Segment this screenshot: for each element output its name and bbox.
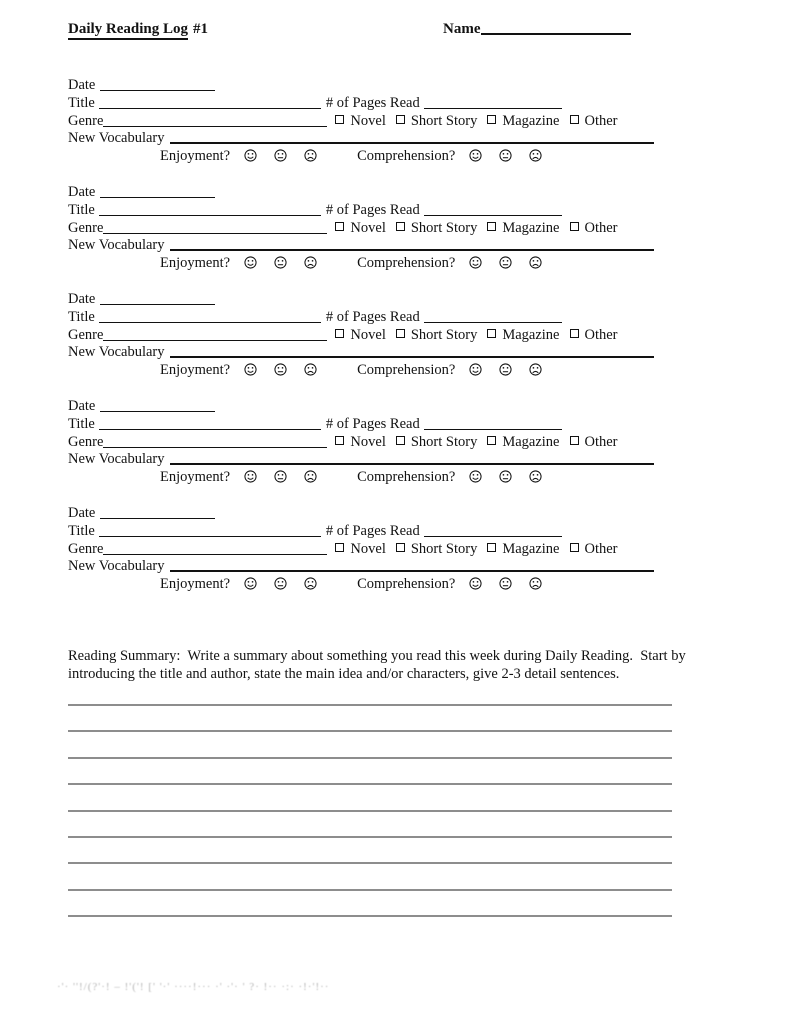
- date-blank[interactable]: [100, 186, 215, 198]
- genre-blank[interactable]: [103, 329, 327, 341]
- date-blank[interactable]: [100, 79, 215, 91]
- title-label: Title: [68, 201, 95, 218]
- neutral-face-icon[interactable]: [499, 256, 512, 269]
- date-blank[interactable]: [100, 400, 215, 412]
- checkbox-icon[interactable]: [335, 115, 344, 124]
- neutral-face-icon[interactable]: [499, 363, 512, 376]
- title-row: [68, 416, 728, 434]
- date-row: [68, 184, 728, 202]
- genre-option-other[interactable]: [570, 220, 618, 236]
- title-row: [68, 523, 728, 541]
- vocab-label: New Vocabulary: [68, 237, 165, 254]
- happy-face-icon[interactable]: [469, 577, 482, 590]
- sad-face-icon[interactable]: [304, 577, 317, 590]
- sad-face-icon[interactable]: [304, 256, 317, 269]
- genre-option-label: Magazine: [502, 433, 560, 450]
- genre-option-label: Short Story: [410, 433, 478, 450]
- neutral-face-icon[interactable]: [274, 470, 287, 483]
- name-label: Name: [443, 21, 481, 37]
- genre-option-label: Short Story: [410, 219, 478, 236]
- pages-read-label: # of Pages Read: [325, 522, 420, 539]
- happy-face-icon[interactable]: [469, 363, 482, 376]
- rating-row: [68, 362, 728, 380]
- vocab-blank[interactable]: [170, 131, 654, 144]
- vocab-label: New Vocabulary: [68, 344, 165, 361]
- title-blank[interactable]: [99, 311, 321, 323]
- rating-row: [68, 255, 728, 273]
- genre-option-label: Short Story: [410, 112, 478, 129]
- sad-face-icon[interactable]: [304, 363, 317, 376]
- reading-log-entry: [68, 291, 728, 380]
- entries-list: [68, 77, 728, 612]
- title-row: [68, 202, 728, 220]
- genre-option-magazine[interactable]: [487, 327, 559, 343]
- genre-option-label: Other: [584, 219, 618, 236]
- comprehension-label: Comprehension?: [357, 362, 456, 379]
- genre-option-other[interactable]: [570, 113, 618, 129]
- genre-option-other[interactable]: [570, 327, 618, 343]
- sad-face-icon[interactable]: [529, 149, 542, 162]
- comprehension-label: Comprehension?: [357, 576, 456, 593]
- genre-label: Genre: [68, 540, 104, 557]
- sad-face-icon[interactable]: [529, 470, 542, 483]
- vocab-label: New Vocabulary: [68, 558, 165, 575]
- genre-option-magazine[interactable]: [487, 220, 559, 236]
- pages-read-label: # of Pages Read: [325, 94, 420, 111]
- checkbox-icon[interactable]: [570, 329, 579, 338]
- checkbox-icon[interactable]: [570, 115, 579, 124]
- genre-option-label: Other: [584, 433, 618, 450]
- title-row: [68, 309, 728, 327]
- date-row: [68, 77, 728, 95]
- neutral-face-icon[interactable]: [499, 577, 512, 590]
- checkbox-icon[interactable]: [487, 115, 496, 124]
- genre-option-other[interactable]: [570, 434, 618, 450]
- title-label: Title: [68, 415, 95, 432]
- page-title-number: #1: [193, 21, 209, 37]
- vocab-blank[interactable]: [170, 559, 654, 572]
- reading-summary-prompt: [68, 648, 716, 684]
- title-row: [68, 95, 728, 113]
- neutral-face-icon[interactable]: [499, 470, 512, 483]
- vocab-row: [68, 558, 728, 576]
- vocab-blank[interactable]: [170, 345, 654, 358]
- writing-line[interactable]: [68, 862, 672, 864]
- genre-option-label: Magazine: [502, 112, 560, 129]
- pages-read-label: # of Pages Read: [325, 308, 420, 325]
- date-blank[interactable]: [100, 507, 215, 519]
- genre-option-novel[interactable]: [335, 541, 385, 557]
- checkbox-icon[interactable]: [570, 222, 579, 231]
- title-label: Title: [68, 308, 95, 325]
- vocab-blank[interactable]: [170, 238, 654, 251]
- genre-option-label: Novel: [350, 219, 386, 236]
- pages-read-blank[interactable]: [424, 311, 562, 323]
- footer-print-line: ·'· ''!/(?'·! – !'('! [' '·' ····!··· ·' ·'· ' ?· !·· ·:· ·!·'!··: [57, 981, 330, 993]
- genre-row: [68, 113, 728, 131]
- checkbox-icon[interactable]: [335, 329, 344, 338]
- neutral-face-icon[interactable]: [274, 256, 287, 269]
- happy-face-icon[interactable]: [244, 470, 257, 483]
- genre-option-short-story[interactable]: [396, 541, 477, 557]
- checkbox-icon[interactable]: [570, 436, 579, 445]
- date-label: Date: [68, 77, 96, 93]
- genre-label: Genre: [68, 219, 104, 236]
- genre-option-label: Magazine: [502, 326, 560, 343]
- name-field: [443, 21, 631, 38]
- checkbox-icon[interactable]: [487, 329, 496, 338]
- checkbox-icon[interactable]: [396, 222, 405, 231]
- vocab-row: [68, 344, 728, 362]
- neutral-face-icon[interactable]: [274, 149, 287, 162]
- pages-read-blank[interactable]: [424, 97, 562, 109]
- page-title: [68, 21, 208, 38]
- genre-option-label: Short Story: [410, 540, 478, 557]
- happy-face-icon[interactable]: [244, 363, 257, 376]
- writing-line[interactable]: [68, 810, 672, 812]
- genre-option-short-story[interactable]: [396, 220, 477, 236]
- genre-blank[interactable]: [103, 222, 327, 234]
- checkbox-icon[interactable]: [396, 436, 405, 445]
- checkbox-icon[interactable]: [396, 115, 405, 124]
- enjoyment-label: Enjoyment?: [160, 469, 231, 486]
- genre-option-novel[interactable]: [335, 113, 385, 129]
- comprehension-label: Comprehension?: [357, 469, 456, 486]
- genre-option-label: Other: [584, 326, 618, 343]
- enjoyment-label: Enjoyment?: [160, 576, 231, 593]
- summary-writing-lines: [68, 704, 672, 942]
- vocab-label: New Vocabulary: [68, 130, 165, 147]
- sad-face-icon[interactable]: [529, 256, 542, 269]
- title-blank[interactable]: [99, 525, 321, 537]
- reading-summary-instructions: Write a summary about something you read this week during Daily Reading. Start by introducing the title and author, state the main idea and/or characters, give 2-3 detail sentences.: [68, 648, 690, 682]
- neutral-face-icon[interactable]: [499, 149, 512, 162]
- date-row: [68, 505, 728, 523]
- checkbox-icon[interactable]: [487, 436, 496, 445]
- genre-option-short-story[interactable]: [396, 327, 477, 343]
- pages-read-blank[interactable]: [424, 418, 562, 430]
- rating-row: [68, 148, 728, 166]
- pages-read-blank[interactable]: [424, 525, 562, 537]
- writing-line[interactable]: [68, 889, 672, 891]
- sad-face-icon[interactable]: [304, 470, 317, 483]
- date-label: Date: [68, 398, 96, 414]
- genre-blank[interactable]: [103, 115, 327, 127]
- genre-option-other[interactable]: [570, 541, 618, 557]
- sad-face-icon[interactable]: [304, 149, 317, 162]
- writing-line[interactable]: [68, 836, 672, 838]
- writing-line[interactable]: [68, 704, 672, 706]
- reading-log-entry: [68, 398, 728, 487]
- happy-face-icon[interactable]: [469, 149, 482, 162]
- genre-option-magazine[interactable]: [487, 434, 559, 450]
- checkbox-icon[interactable]: [570, 543, 579, 552]
- date-label: Date: [68, 184, 96, 200]
- happy-face-icon[interactable]: [244, 149, 257, 162]
- checkbox-icon[interactable]: [396, 329, 405, 338]
- checkbox-icon[interactable]: [487, 222, 496, 231]
- sad-face-icon[interactable]: [529, 577, 542, 590]
- title-blank[interactable]: [99, 97, 321, 109]
- genre-blank[interactable]: [103, 436, 327, 448]
- writing-line[interactable]: [68, 757, 672, 759]
- happy-face-icon[interactable]: [469, 470, 482, 483]
- pages-read-label: # of Pages Read: [325, 415, 420, 432]
- title-label: Title: [68, 522, 95, 539]
- writing-line[interactable]: [68, 915, 672, 917]
- title-blank[interactable]: [99, 204, 321, 216]
- checkbox-icon[interactable]: [487, 543, 496, 552]
- date-label: Date: [68, 291, 96, 307]
- genre-option-label: Other: [584, 540, 618, 557]
- reading-summary-section: [68, 648, 716, 684]
- title-blank[interactable]: [99, 418, 321, 430]
- happy-face-icon[interactable]: [244, 577, 257, 590]
- checkbox-icon[interactable]: [396, 543, 405, 552]
- date-label: Date: [68, 505, 96, 521]
- genre-option-novel[interactable]: [335, 434, 385, 450]
- vocab-row: [68, 130, 728, 148]
- genre-row: [68, 434, 728, 452]
- genre-option-label: Other: [584, 112, 618, 129]
- genre-option-label: Magazine: [502, 219, 560, 236]
- genre-option-label: Novel: [350, 540, 386, 557]
- neutral-face-icon[interactable]: [274, 577, 287, 590]
- genre-row: [68, 220, 728, 238]
- reading-log-entry: [68, 184, 728, 273]
- genre-option-novel[interactable]: [335, 220, 385, 236]
- happy-face-icon[interactable]: [469, 256, 482, 269]
- enjoyment-label: Enjoyment?: [160, 255, 231, 272]
- genre-option-label: Short Story: [410, 326, 478, 343]
- genre-option-label: Novel: [350, 433, 386, 450]
- reading-log-entry: [68, 505, 728, 594]
- writing-line[interactable]: [68, 783, 672, 785]
- date-blank[interactable]: [100, 293, 215, 305]
- comprehension-label: Comprehension?: [357, 255, 456, 272]
- sad-face-icon[interactable]: [529, 363, 542, 376]
- enjoyment-label: Enjoyment?: [160, 362, 231, 379]
- pages-read-blank[interactable]: [424, 204, 562, 216]
- genre-label: Genre: [68, 112, 104, 129]
- name-blank[interactable]: [481, 21, 631, 35]
- rating-row: [68, 576, 728, 594]
- pages-read-label: # of Pages Read: [325, 201, 420, 218]
- genre-row: [68, 541, 728, 559]
- checkbox-icon[interactable]: [335, 543, 344, 552]
- genre-option-short-story[interactable]: [396, 434, 477, 450]
- page-title-text: Daily Reading Log: [68, 21, 188, 40]
- date-row: [68, 398, 728, 416]
- genre-option-magazine[interactable]: [487, 541, 559, 557]
- vocab-label: New Vocabulary: [68, 451, 165, 468]
- rating-row: [68, 469, 728, 487]
- genre-blank[interactable]: [103, 543, 327, 555]
- genre-option-magazine[interactable]: [487, 113, 559, 129]
- genre-row: [68, 327, 728, 345]
- genre-option-novel[interactable]: [335, 327, 385, 343]
- checkbox-icon[interactable]: [335, 222, 344, 231]
- genre-label: Genre: [68, 326, 104, 343]
- comprehension-label: Comprehension?: [357, 148, 456, 165]
- genre-option-label: Novel: [350, 326, 386, 343]
- genre-option-label: Magazine: [502, 540, 560, 557]
- checkbox-icon[interactable]: [335, 436, 344, 445]
- genre-label: Genre: [68, 433, 104, 450]
- enjoyment-label: Enjoyment?: [160, 148, 231, 165]
- neutral-face-icon[interactable]: [274, 363, 287, 376]
- genre-option-label: Novel: [350, 112, 386, 129]
- date-row: [68, 291, 728, 309]
- vocab-row: [68, 237, 728, 255]
- reading-log-entry: [68, 77, 728, 166]
- writing-line[interactable]: [68, 730, 672, 732]
- reading-summary-heading: Reading Summary:: [68, 648, 181, 664]
- genre-option-short-story[interactable]: [396, 113, 477, 129]
- title-label: Title: [68, 94, 95, 111]
- vocab-blank[interactable]: [170, 452, 654, 465]
- vocab-row: [68, 451, 728, 469]
- happy-face-icon[interactable]: [244, 256, 257, 269]
